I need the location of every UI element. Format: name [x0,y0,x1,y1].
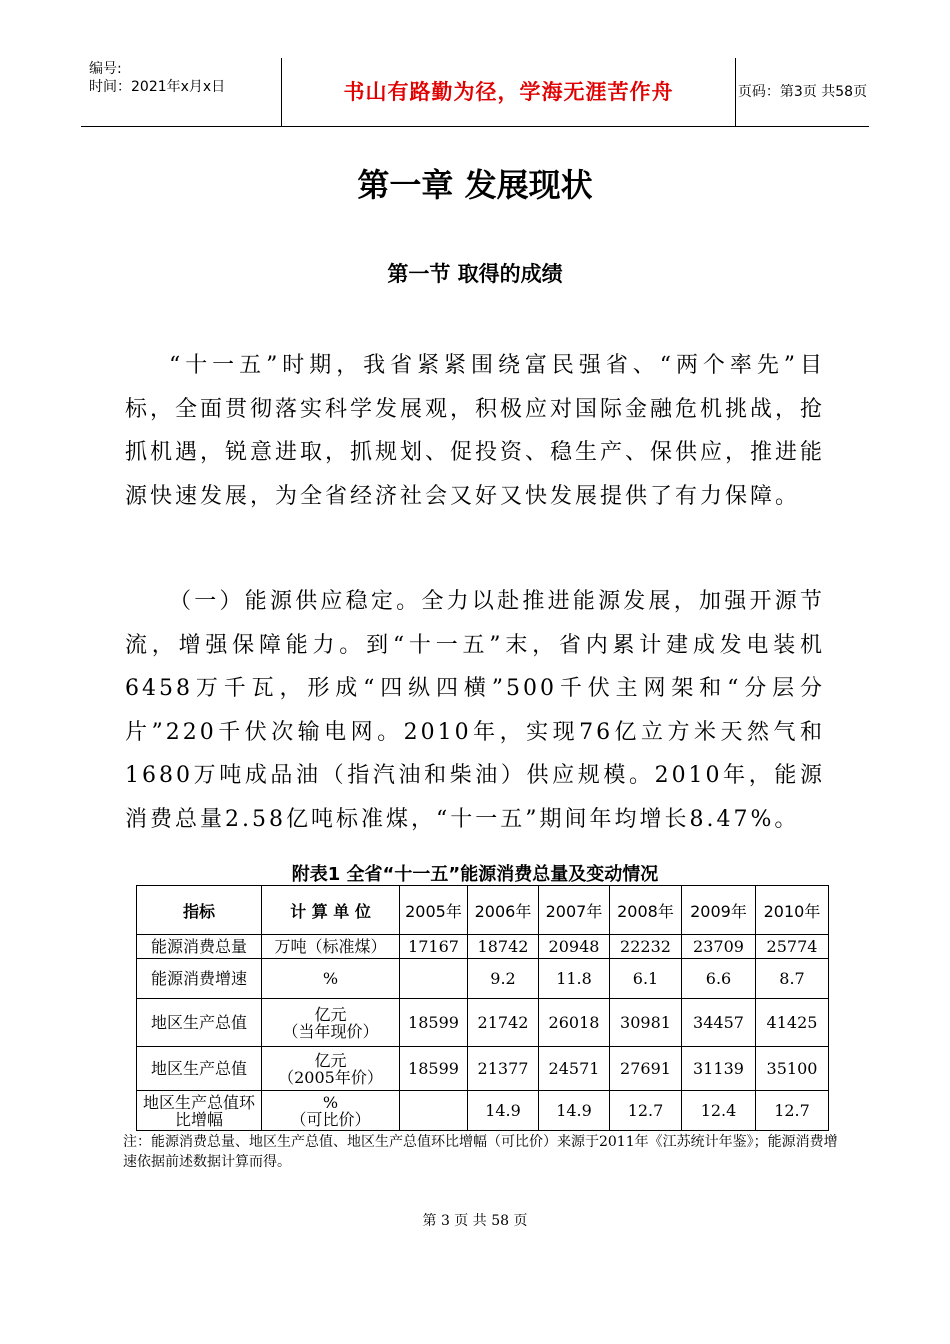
page-header [81,58,869,127]
row-value: 8.7 [756,959,829,999]
row-value: 12.7 [756,1091,829,1131]
table-header-cell: 2007年 [539,886,610,935]
row-value: 21742 [468,999,539,1047]
table-header-cell: 2006年 [468,886,539,935]
row-indicator-name: 地区生产总值 [137,999,262,1047]
table-header-row [137,886,829,935]
row-value: 35100 [756,1047,829,1091]
row-value: 18599 [400,1047,468,1091]
row-value: 21377 [468,1047,539,1091]
row-value: 9.2 [468,959,539,999]
row-unit: 万吨（标准煤） [274,937,387,956]
table-row [137,959,829,999]
row-indicator-name: 能源消费总量 [137,935,262,959]
row-value: 27691 [610,1047,682,1091]
chapter-title: 第一章 发展现状 [357,166,593,204]
row-value: 18599 [400,999,468,1047]
body-paragraph: “十一五”时期，我省紧紧围绕富民强省、“两个率先”目标，全面贯彻落实科学发展观，积极应对国际金融危机挑战，抢抓机遇，锐意进取，抓规划、促投资、稳生产、保供应，推进能源快速发展，为全省经济社会又好又快发展提供了有力保障。 [125,353,826,509]
row-value: 14.9 [468,1091,539,1131]
row-value: 6.1 [610,959,682,999]
header-meta [81,58,282,126]
row-unit: 亿元 [314,1050,347,1070]
row-value: 30981 [610,999,682,1047]
table-caption: 附表1 全省“十一五”能源消费总量及变动情况 [291,864,659,885]
row-value: 18742 [468,935,539,959]
row-unit-note: （当年现价） [282,1021,379,1041]
row-indicator-name: 地区生产总值环比增幅 [137,1091,262,1131]
row-value: 41425 [756,999,829,1047]
document-time-label: 时间：2021年x月x日 [89,79,226,95]
table-note: 注：能源消费总量、地区生产总值、地区生产总值环比增幅（可比价）来源于2011年《江苏统计年鉴》；能源消费增速依据前述数据计算而得。 [123,1134,838,1170]
row-value [400,959,468,999]
row-value: 6.6 [682,959,756,999]
row-indicator-name: 能源消费增速 [137,959,262,999]
table-header-cell: 2005年 [400,886,468,935]
row-value: 31139 [682,1047,756,1091]
header-page-label: 页码：第3页 共58页 [737,84,868,100]
table-row [137,935,829,959]
header-motto: 书山有路勤为径，学海无涯苦作舟 [282,58,736,126]
row-indicator-name: 地区生产总值 [137,1047,262,1091]
row-unit-cell [262,1047,400,1091]
row-value [400,1091,468,1131]
document-number-label: 编号: [89,61,122,77]
row-value: 12.4 [682,1091,756,1131]
row-unit: 亿元 [314,1004,347,1024]
energy-table [136,885,829,1131]
page-footer: 第 3 页 共 58 页 [422,1213,528,1229]
row-unit-cell [262,959,400,999]
row-unit-cell [262,1091,400,1131]
row-unit-cell [262,999,400,1047]
row-unit-note: （可比价） [290,1109,371,1129]
row-unit-cell [262,935,400,959]
row-value: 26018 [539,999,610,1047]
row-value: 25774 [756,935,829,959]
row-value: 34457 [682,999,756,1047]
row-value: 14.9 [539,1091,610,1131]
table-row [137,1047,829,1091]
row-value: 17167 [400,935,468,959]
table-header-cell: 指标 [137,886,262,935]
body-paragraph: （一）能源供应稳定。全力以赴推进能源发展，加强开源节流，增强保障能力。到“十一五”末，省内累计建成发电装机6458万千瓦，形成“四纵四横”500千伏主网架和“分层分片”220千伏次输电网。2010年，实现76亿立方米天然气和1680万吨成品油（指汽油和柴油）供应规模。2010年，能源消费总量2.58亿吨标准煤，“十一五”期间年均增长8.47%。 [125,589,825,832]
row-unit: % [322,1092,339,1112]
row-value: 24571 [539,1047,610,1091]
table-row [137,1091,829,1131]
row-value: 22232 [610,935,682,959]
row-unit-note: （2005年价） [278,1067,383,1087]
table-row [137,999,829,1047]
row-value: 20948 [539,935,610,959]
row-value: 12.7 [610,1091,682,1131]
section-title: 第一节 取得的成绩 [387,262,563,286]
table-header-cell: 计 算 单 位 [262,886,400,935]
row-value: 23709 [682,935,756,959]
row-unit: % [322,969,339,988]
table-header-cell: 2009年 [682,886,756,935]
table-header-cell: 2008年 [610,886,682,935]
row-value: 11.8 [539,959,610,999]
table-header-cell: 2010年 [756,886,829,935]
